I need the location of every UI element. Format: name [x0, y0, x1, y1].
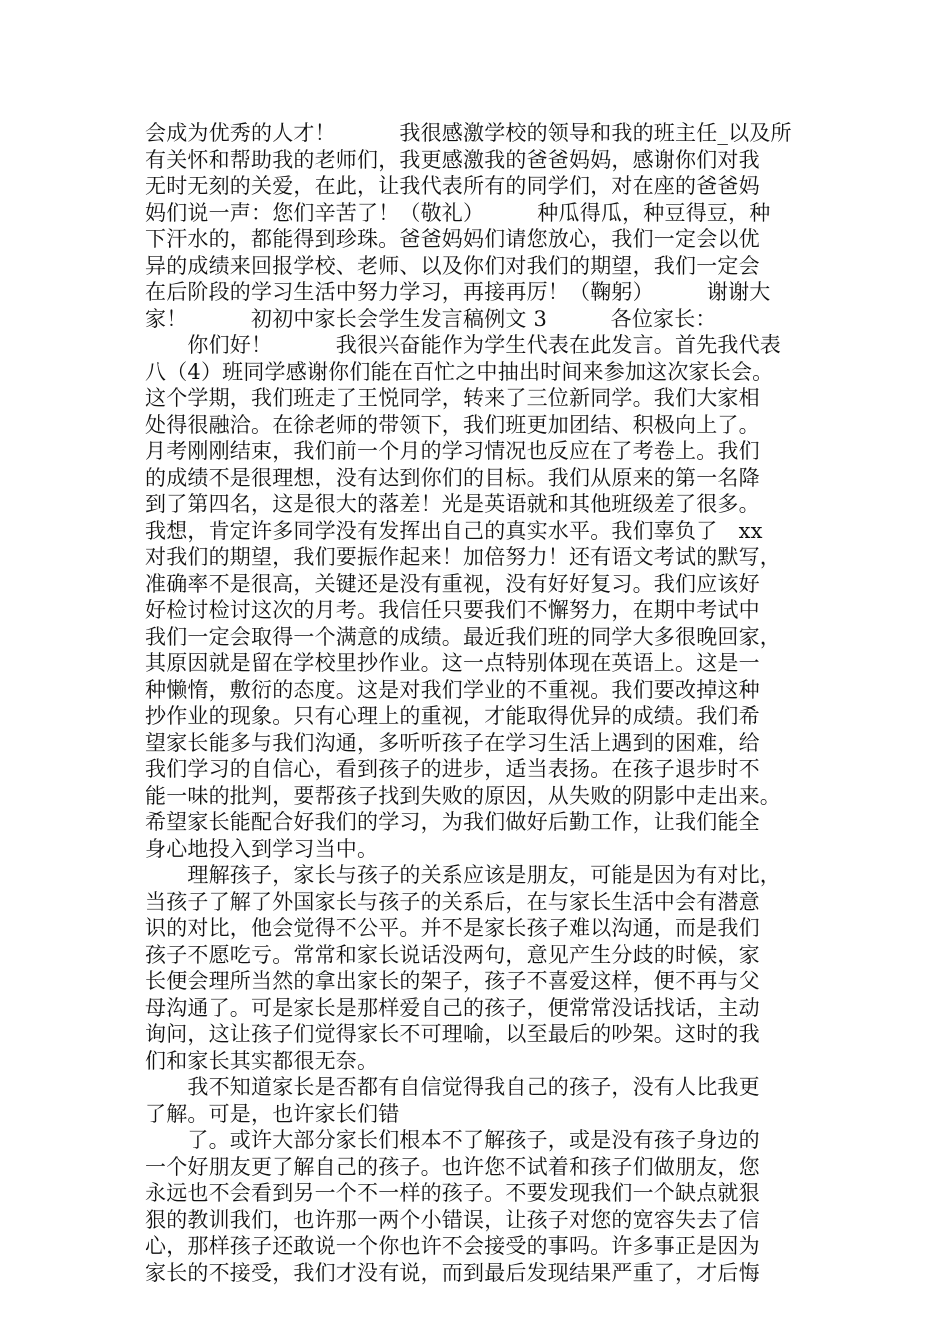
text-line: 我不知道家长是否都有自信觉得我自己的孩子，没有人比我更 [145, 1075, 760, 1099]
text-line: 对我们的期望，我们要振作起来！加倍努力！还有语文考试的默写， [145, 545, 781, 569]
text-line: 长便会理所当然的拿出家长的架子，孩子不喜爱这样，便不再与父 [145, 969, 760, 993]
text-line: 有关怀和帮助我的老师们，我更感激我的爸爸妈妈，感谢你们对我 [145, 147, 760, 172]
text-line: 心，那样孩子还敢说一个你也许不会接受的事吗。许多事正是因为 [145, 1234, 760, 1258]
text-line: 的成绩不是很理想，没有达到你们的目标。我们从原来的第一名降 [145, 465, 760, 490]
text-line: 八（4）班同学感谢你们能在百忙之中抽出时间来参加这次家长会。 [145, 359, 774, 384]
text-line: 你们好！ 我很兴奋能作为学生代表在此发言。首先我代表 [145, 333, 781, 357]
text-line: 处得很融洽。在徐老师的带领下，我们班更加团结、积极向上了。 [145, 412, 760, 437]
text-line: 下汗水的，都能得到珍珠。爸爸妈妈们请您放心，我们一定会以优 [145, 227, 760, 251]
text-line: 无时无刻的关爱，在此，让我代表所有的同学们，对在座的爸爸妈 [145, 174, 760, 198]
text-line: 月考刚刚结束，我们前一个月的学习情况也反应在了考卷上。我们 [145, 439, 760, 463]
text-line: 异的成绩来回报学校、老师、以及你们对我们的期望，我们一定会 [145, 253, 760, 278]
text-line: 母沟通了。可是家长是那样爱自己的孩子，便常常没话找话，主动 [145, 995, 760, 1020]
text-line: 抄作业的现象。只有心理上的重视，才能取得优异的成绩。我们希 [145, 704, 760, 728]
text-line: 了。或许大部分家长们根本不了解孩子，或是没有孩子身边的 [145, 1128, 760, 1152]
text-line: 到了第四名，这是很大的落差！光是英语就和其他班级差了很多。 [145, 492, 760, 516]
text-line: 识的对比，他会觉得不公平。并不是家长孩子难以沟通，而是我们 [145, 916, 760, 940]
text-line: 其原因就是留在学校里抄作业。这一点特别体现在英语上。这是一 [145, 651, 760, 675]
text-line: 理解孩子，家长与孩子的关系应该是朋友，可能是因为有对比， [145, 863, 781, 887]
text-line: 身心地投入到学习当中。 [145, 836, 379, 861]
text-line: 一个好朋友更了解自己的孩子。也许您不试着和孩子们做朋友，您 [145, 1154, 760, 1179]
text-line: 我们一定会取得一个满意的成绩。最近我们班的同学大多很晚回家， [145, 624, 781, 649]
text-line: 我们学习的自信心，看到孩子的进步，适当表扬。在孩子退步时不 [145, 757, 760, 781]
text-line: 询问，这让孩子们觉得家长不可理喻，以至最后的吵架。这时的我 [145, 1022, 760, 1046]
text-line: 狠的教训我们，也许那一两个小错误，让孩子对您的宽容失去了信 [145, 1207, 760, 1232]
text-line: 们和家长其实都很无奈。 [145, 1048, 379, 1073]
text-line: 永远也不会看到另一个不一样的孩子。不要发现我们一个缺点就狠 [145, 1181, 760, 1205]
text-line: 能一味的批判，要帮孩子找到失败的原因，从失败的阴影中走出来。 [145, 783, 781, 808]
text-line: 了解。可是，也许家长们错 [145, 1101, 400, 1126]
text-line: 望家长能多与我们沟通，多听听孩子在学习生活上遇到的困难，给 [145, 730, 760, 755]
text-line: 准确率不是很高，关键还是没有重视，没有好好复习。我们应该好 [145, 571, 760, 596]
text-line: 当孩子了解了外国家长与孩子的关系后，在与家长生活中会有潜意 [145, 889, 760, 914]
text-line: 种懒惰，敷衍的态度。这是对我们学业的不重视。我们要改掉这种 [145, 677, 760, 702]
text-line: 妈们说一声：您们辛苦了！（敬礼） 种瓜得瓜，种豆得豆，种 [145, 200, 771, 225]
text-line: 这个学期，我们班走了王悦同学，转来了三位新同学。我们大家相 [145, 386, 760, 410]
text-line: 希望家长能配合好我们的学习，为我们做好后勤工作，让我们能全 [145, 810, 760, 834]
speech-text-body [145, 120, 805, 1286]
text-line: 孩子不愿吃亏。常常和家长说话没两句，意见产生分歧的时候，家 [145, 942, 760, 967]
text-line: 家！ 初初中家长会学生发言稿例文 3 各位家长： [145, 306, 717, 331]
text-line: 会成为优秀的人才！ 我很感激学校的领导和我的班主任_以及所 [145, 121, 792, 145]
text-line: 家长的不接受，我们才没有说，而到最后发现结果严重了，才后悔 [145, 1260, 760, 1285]
text-line: 我想，肯定许多同学没有发挥出自己的真实水平。我们辜负了 xx [145, 518, 763, 543]
text-line: 好检讨检讨这次的月考。我信任只要我们不懈努力，在期中考试中 [145, 598, 760, 622]
text-line: 在后阶段的学习生活中努力学习，再接再厉！（鞠躬） 谢谢大 [145, 280, 771, 304]
